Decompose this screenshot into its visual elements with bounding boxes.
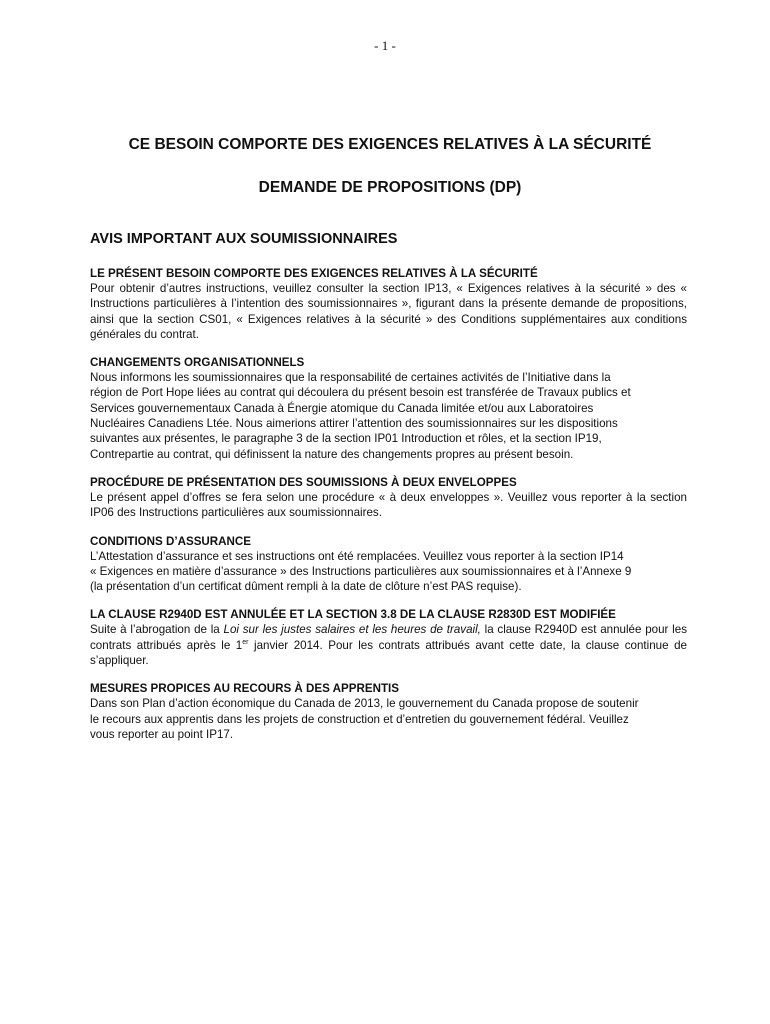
body-line: Dans son Plan d’action économique du Canada de 2013, le gouvernement du Canada propose de soutenir xyxy=(90,697,639,711)
body-line: Services gouvernementaux Canada à Énergie atomique du Canada limitée et/ou aux Laboratoires xyxy=(90,401,594,415)
section-insurance-conditions xyxy=(90,534,687,595)
body-line: Contrepartie au contrat, qui définissent la nature des changements propres au présent besoin. xyxy=(90,447,574,461)
section-title: LA CLAUSE R2940D EST ANNULÉE ET LA SECTION 3.8 DE LA CLAUSE R2830D EST MODIFIÉE xyxy=(90,608,616,622)
section-body xyxy=(90,549,687,595)
rfp-heading: DEMANDE DE PROPOSITIONS (DP) xyxy=(258,179,522,196)
body-line: le recours aux apprentis dans les projets de construction et d’entretien du gouvernement fédéral. Veuillez xyxy=(90,712,629,726)
notice-title: AVIS IMPORTANT AUX SOUMISSIONNAIRES xyxy=(90,231,398,247)
body-line: Nucléaires Canadiens Ltée. Nous aimerions attirer l’attention des soumissionnaires sur les dispositions xyxy=(90,417,618,431)
section-body xyxy=(90,370,687,462)
section-title: LE PRÉSENT BESOIN COMPORTE DES EXIGENCES RELATIVES À LA SÉCURITÉ xyxy=(90,267,538,280)
body-line: région de Port Hope liées au contrat qui découlera du présent besoin est transférée de Travaux publics et xyxy=(90,386,631,400)
security-requirement-heading: CE BESOIN COMPORTE DES EXIGENCES RELATIVES À LA SÉCURITÉ xyxy=(128,136,652,153)
section-title: CONDITIONS D’ASSURANCE xyxy=(90,534,252,548)
body-text: janvier 2014. Pour les contrats attribués avant cette date, la clause continue de s’appliquer. xyxy=(90,638,687,668)
section-title: CHANGEMENTS ORGANISATIONNELS xyxy=(90,356,305,370)
section-body xyxy=(90,622,687,668)
section-body: Pour obtenir d’autres instructions, veuillez consulter la section IP13, « Exigences relatives à la sécurité » des « Instructions particulières à l’intention des soumissionnaires », figurant dans la présente demande de propositions, ainsi que la section CS01, « Exigences relatives à la sécurité » des Conditions supplémentaires aux conditions générales du contrat. xyxy=(90,282,687,341)
page-number: - 1 - xyxy=(374,38,396,53)
law-title: Loi sur les justes salaires et les heures de travail, xyxy=(223,623,481,637)
ordinal-superscript: er xyxy=(242,638,249,646)
section-two-envelope-procedure xyxy=(90,475,687,521)
body-line: vous reporter au point IP17. xyxy=(90,727,234,741)
section-body: Le présent appel d’offres se fera selon une procédure « à deux enveloppes ». Veuillez vous reporter à la section IP06 des Instructions particulières aux soumissionnaires. xyxy=(90,490,687,520)
body-text: Suite à l’abrogation de la xyxy=(90,623,224,637)
notice-sections xyxy=(90,266,687,755)
body-line: « Exigences en matière d’assurance » des Instructions particulières aux soumissionnaires et à l’Annexe 9 xyxy=(90,564,632,578)
section-security xyxy=(90,266,687,342)
body-line: L’Attestation d’assurance et ses instructions ont été remplacées. Veuillez vous reporter à la section IP14 xyxy=(90,549,624,563)
section-body xyxy=(90,696,687,742)
section-apprentices xyxy=(90,681,687,742)
body-line: suivantes aux présentes, le paragraphe 3 de la section IP01 Introduction et rôles, et la section IP19, xyxy=(90,432,602,446)
section-title: PROCÉDURE DE PRÉSENTATION DES SOUMISSIONS À DEUX ENVELOPPES xyxy=(90,475,517,489)
body-line: Nous informons les soumissionnaires que la responsabilité de certaines activités de l’Initiative dans la xyxy=(90,371,611,385)
section-clause-changes xyxy=(90,607,687,668)
section-organizational-changes xyxy=(90,355,687,462)
body-text: la clause R2940D est annulée pour les contrats attribués après le 1 xyxy=(90,623,687,652)
section-title: MESURES PROPICES AU RECOURS À DES APPRENTIS xyxy=(90,682,400,696)
body-line: (la présentation d’un certificat dûment rempli à la date de clôture n’est PAS requise). xyxy=(90,580,522,594)
